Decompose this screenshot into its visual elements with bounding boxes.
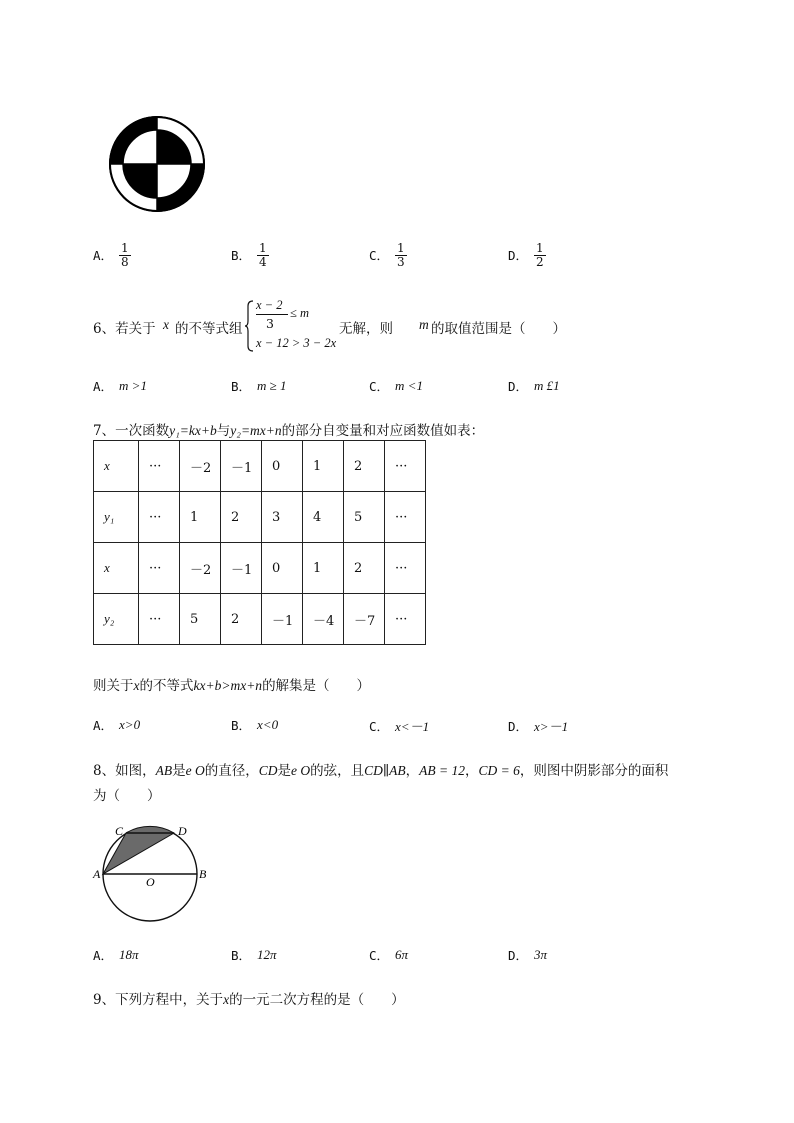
fraction	[257, 242, 269, 268]
q8-text: 是	[172, 763, 186, 779]
circle-figure	[90, 822, 214, 924]
option-label: A．	[93, 948, 114, 963]
option-label: A．	[93, 718, 114, 733]
table-cell: 2	[221, 594, 262, 645]
option-label: C．	[369, 718, 390, 734]
table-cell: 2	[344, 441, 385, 492]
q9-text-b: 的一元二次方程的是（ ）	[229, 992, 405, 1008]
table-cell: 0	[262, 441, 303, 492]
table-cell: 5	[344, 492, 385, 543]
q7-option-d[interactable]	[508, 716, 568, 735]
q7-follow-b: 的不等式	[139, 678, 194, 694]
q8-sep: ，	[405, 763, 420, 779]
q5-option-b[interactable]	[231, 242, 269, 268]
option-label: B．	[231, 379, 252, 394]
label-a: A	[93, 867, 101, 881]
q7-follow-x: x	[133, 678, 140, 693]
fraction	[534, 242, 546, 268]
table-cell: ···	[385, 441, 426, 492]
q7-stem-b: 的部分自变量和对应函数值如表：	[281, 423, 485, 439]
q8-option-d[interactable]	[508, 946, 547, 964]
fraction	[119, 242, 131, 268]
label-d: D	[178, 824, 187, 838]
q8-text: 8、如图，	[93, 763, 156, 779]
q6-suffix-a: 无解，则	[339, 321, 393, 337]
q8-option-a[interactable]	[93, 946, 139, 964]
option-label: B．	[231, 718, 252, 733]
numerator: 1	[397, 241, 405, 255]
label-c: C	[115, 824, 124, 838]
target-figure	[105, 114, 209, 214]
q5-option-d[interactable]	[508, 242, 546, 268]
q7-y2: y₂	[230, 423, 241, 438]
q7-follow	[93, 674, 370, 694]
q7-option-c[interactable]	[369, 716, 429, 735]
q8-text: ，则图中阴影部分的面积	[519, 763, 669, 779]
q7-follow-ineq: kx+b>mx+n	[193, 678, 263, 693]
table-cell: ···	[139, 594, 180, 645]
table-cell: x	[94, 441, 139, 492]
table-cell: 1	[303, 441, 344, 492]
option-text: x<0	[257, 717, 279, 732]
q8-cond-cd: CD = 6	[478, 763, 520, 778]
option-text: 18π	[119, 947, 139, 962]
label-o: O	[146, 875, 155, 889]
option-text: x>－1	[534, 719, 569, 734]
option-label: A．	[93, 379, 114, 394]
q7-option-a[interactable]	[93, 716, 140, 734]
table-cell: y₁	[94, 492, 139, 543]
ineq1-numerator: x − 2	[256, 298, 283, 312]
table-cell: －1	[262, 594, 303, 645]
q6-option-b[interactable]	[231, 377, 287, 395]
table-cell: ···	[139, 543, 180, 594]
ineq2: x − 12 > 3 − 2x	[256, 336, 337, 350]
table-cell: ···	[385, 492, 426, 543]
q8-text: 的弦，且	[310, 763, 365, 779]
option-label: A．	[93, 248, 114, 264]
q6-suffix-b: 的取值范围是（ ）	[431, 321, 566, 337]
q6-option-d[interactable]	[508, 377, 560, 395]
table-cell: －4	[303, 594, 344, 645]
option-text: x<－1	[395, 719, 430, 734]
q9-stem	[93, 988, 405, 1008]
option-text: m <1	[395, 378, 423, 393]
q6-var-x: x	[163, 317, 169, 332]
q8-stem-line2: 为（ ）	[93, 788, 161, 804]
q8-circle-o: e O	[185, 763, 205, 778]
table-cell: 2	[344, 543, 385, 594]
table-cell: ···	[385, 543, 426, 594]
option-label: C．	[369, 248, 390, 264]
q6-option-a[interactable]	[93, 377, 147, 395]
option-text: x>0	[119, 717, 141, 732]
option-label: B．	[231, 248, 252, 264]
q6-prefix: 6、若关于	[93, 321, 156, 337]
table-cell: －2	[180, 441, 221, 492]
table-cell: 2	[221, 492, 262, 543]
q8-option-b[interactable]	[231, 946, 277, 964]
option-text: 6π	[395, 947, 409, 962]
q8-text: 的直径，	[204, 763, 259, 779]
table-cell: 1	[303, 543, 344, 594]
ineq1-rhs: ≤ m	[290, 306, 310, 320]
table-row	[94, 594, 426, 645]
q8-circle-o: e O	[290, 763, 311, 778]
q7-stem-a: 7、一次函数	[93, 423, 170, 439]
table-row	[94, 492, 426, 543]
numerator: 1	[536, 241, 544, 255]
q5-option-a[interactable]	[93, 242, 131, 268]
q8-cond-ab: AB = 12	[419, 763, 465, 778]
q6-var-m: m	[419, 317, 429, 332]
table-cell: ···	[385, 594, 426, 645]
q7-y1: y₁	[169, 423, 180, 438]
table-cell: －1	[221, 543, 262, 594]
q8-cd: CD	[258, 763, 278, 778]
option-label: C．	[369, 379, 390, 394]
numerator: 1	[259, 241, 267, 255]
option-text: 12π	[257, 947, 277, 962]
table-cell: 3	[262, 492, 303, 543]
q8-stem-line1	[93, 759, 668, 779]
option-text: 3π	[534, 947, 548, 962]
table-cell: 0	[262, 543, 303, 594]
option-label: D．	[508, 248, 529, 264]
table-cell: 5	[180, 594, 221, 645]
q7-eq2: =mx+n	[240, 423, 282, 438]
table-row	[94, 441, 426, 492]
left-brace-icon	[245, 300, 255, 352]
q8-option-c[interactable]	[369, 946, 408, 964]
q9-var-x: x	[223, 992, 230, 1007]
q7-and: 与	[216, 423, 231, 439]
option-text: m ≥ 1	[257, 378, 287, 393]
table-cell: －1	[221, 441, 262, 492]
q8-sep: ，	[464, 763, 479, 779]
option-label: D．	[508, 379, 529, 394]
q6-mid: 的不等式组	[175, 321, 243, 337]
option-label: D．	[508, 718, 529, 734]
table-cell: 4	[303, 492, 344, 543]
table-cell: x	[94, 543, 139, 594]
table-cell: －7	[344, 594, 385, 645]
q8-text: 是	[277, 763, 291, 779]
option-label: C．	[369, 948, 390, 963]
q7-eq1: =kx+b	[179, 423, 217, 438]
option-text: m >1	[119, 378, 147, 393]
q8-cond-parallel: CD∥AB	[364, 763, 406, 778]
fraction	[395, 242, 407, 268]
option-text: m £1	[534, 378, 560, 393]
fraction-bar	[256, 314, 288, 315]
table-cell: ···	[139, 492, 180, 543]
q7-option-b[interactable]	[231, 716, 278, 734]
table-cell: y₂	[94, 594, 139, 645]
q7-follow-c: 的解集是（ ）	[262, 678, 371, 694]
label-b: B	[199, 867, 207, 881]
table-cell: －2	[180, 543, 221, 594]
q8-ab: AB	[155, 763, 173, 778]
q7-follow-a: 则关于	[93, 678, 134, 694]
option-label: D．	[508, 948, 529, 963]
q5-option-c[interactable]	[369, 242, 407, 268]
table-row	[94, 543, 426, 594]
denominator: 4	[259, 254, 267, 269]
table-cell: ···	[139, 441, 180, 492]
ineq1-denominator: 3	[266, 316, 274, 331]
denominator: 8	[121, 254, 129, 269]
denominator: 2	[536, 254, 544, 269]
q9-text-a: 9、下列方程中，关于	[93, 992, 224, 1008]
table-cell: 1	[180, 492, 221, 543]
option-label: B．	[231, 948, 252, 963]
denominator: 3	[397, 254, 405, 269]
numerator: 1	[121, 241, 129, 255]
q7-stem	[93, 419, 484, 439]
q6-option-c[interactable]	[369, 377, 423, 395]
value-table	[93, 440, 426, 645]
